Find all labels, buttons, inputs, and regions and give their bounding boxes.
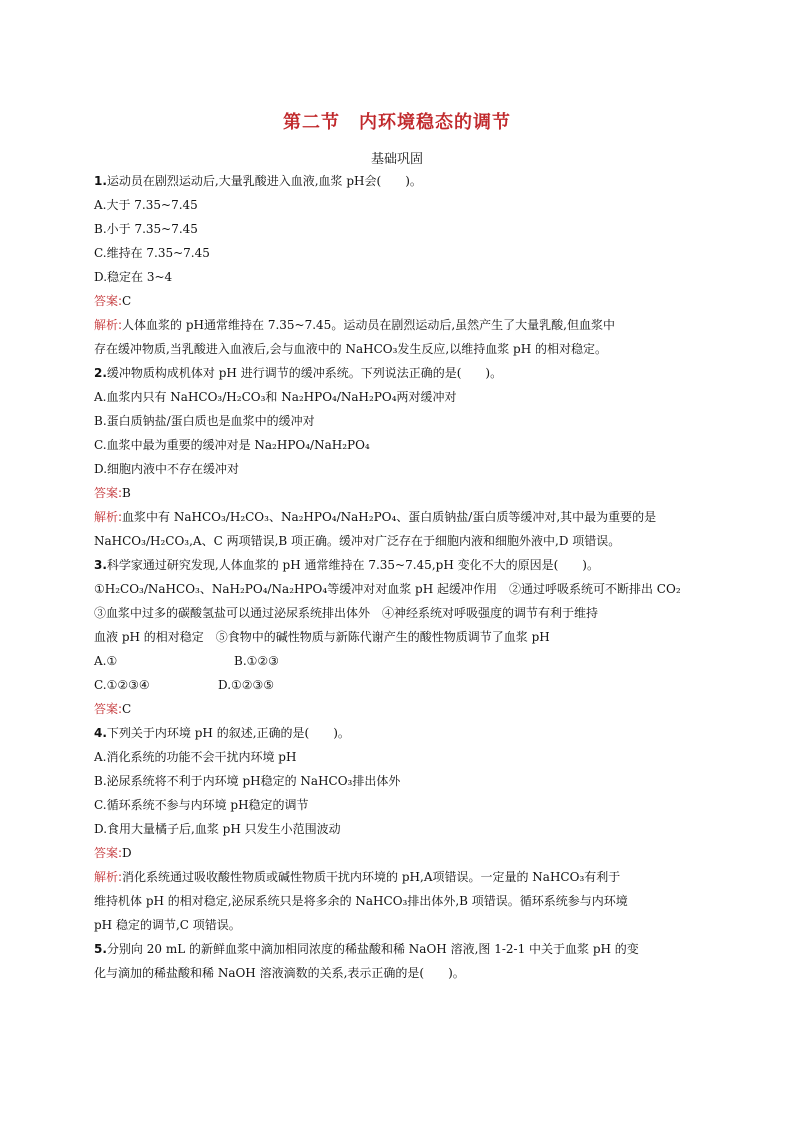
question-3-stem: 3.科学家通过研究发现,人体血浆的 pH 通常维持在 7.35~7.45,pH 变化不大的原因是( )。 xyxy=(94,558,599,572)
question-4-stem: 4.下列关于内环境 pH 的叙述,正确的是( )。 xyxy=(94,726,350,740)
q3-item-line: ①H₂CO₃/NaHCO₃、NaH₂PO₄/Na₂HPO₄等缓冲对对血浆 pH 起缓冲作用 ②通过呼吸系统可不断排出 CO₂ xyxy=(94,582,681,596)
page-title: 第二节 内环境稳态的调节 xyxy=(283,112,511,133)
q3-option-a: A.① xyxy=(94,654,118,668)
q2-option-a: A.血浆内只有 NaHCO₃/H₂CO₃和 Na₂HPO₄/NaH₂PO₄两对缓冲对 xyxy=(94,390,457,404)
q4-analysis-line: 解析:消化系统通过吸收酸性物质或碱性物质干扰内环境的 pH,A项错误。一定量的 NaHCO₃有利于 xyxy=(94,870,621,884)
q3-answer: 答案:C xyxy=(94,702,132,716)
q3-option-b: B.①②③ xyxy=(234,654,279,668)
q4-option-b: B.泌尿系统将不利于内环境 pH稳定的 NaHCO₃排出体外 xyxy=(94,774,401,788)
q2-analysis-line: 解析:血浆中有 NaHCO₃/H₂CO₃、Na₂HPO₄/NaH₂PO₄、蛋白质钠盐/蛋白质等缓冲对,其中最为重要的是 xyxy=(94,510,657,524)
answer-label: 答案: xyxy=(94,294,123,308)
analysis-label: 解析: xyxy=(94,870,123,884)
question-1-stem: 1.运动员在剧烈运动后,大量乳酸进入血液,血浆 pH会( )。 xyxy=(94,174,422,188)
q5-stem-line: 化与滴加的稀盐酸和稀 NaOH 溶液滴数的关系,表示正确的是( )。 xyxy=(94,966,465,980)
q4-answer: 答案:D xyxy=(94,846,132,860)
q1-option-b: B.小于 7.35~7.45 xyxy=(94,222,198,236)
q3-item-line: ③血浆中过多的碳酸氢盐可以通过泌尿系统排出体外 ④神经系统对呼吸强度的调节有利于维持 xyxy=(94,606,599,620)
q3-option-c: C.①②③④ xyxy=(94,678,150,692)
question-5-stem: 5.分别向 20 mL 的新鲜血浆中滴加相同浓度的稀盐酸和稀 NaOH 溶液,图 1-2-1 中关于血浆 pH 的变 xyxy=(94,942,639,956)
question-number: 1. xyxy=(94,174,107,188)
q2-answer: 答案:B xyxy=(94,486,131,500)
section-title: 基础巩固 xyxy=(370,152,423,167)
analysis-label: 解析: xyxy=(94,318,123,332)
answer-label: 答案: xyxy=(94,486,123,500)
answer-label: 答案: xyxy=(94,702,123,716)
question-number: 4. xyxy=(94,726,107,740)
q3-option-d: D.①②③⑤ xyxy=(218,678,275,692)
q4-option-c: C.循环系统不参与内环境 pH稳定的调节 xyxy=(94,798,309,812)
question-number: 2. xyxy=(94,366,107,380)
q4-option-d: D.食用大量橘子后,血浆 pH 只发生小范围波动 xyxy=(94,822,341,836)
q1-option-d: D.稳定在 3~4 xyxy=(94,270,173,284)
question-number: 3. xyxy=(94,558,107,572)
q2-analysis-line: NaHCO₃/H₂CO₃,A、C 两项错误,B 项正确。缓冲对广泛存在于细胞内液和细胞外液中,D 项错误。 xyxy=(94,534,621,548)
q4-analysis-line: 维持机体 pH 的相对稳定,泌尿系统只是将多余的 NaHCO₃排出体外,B 项错误。循环系统参与内环境 xyxy=(94,894,628,908)
q4-option-a: A.消化系统的功能不会干扰内环境 pH xyxy=(94,750,297,764)
q2-option-b: B.蛋白质钠盐/蛋白质也是血浆中的缓冲对 xyxy=(94,414,315,428)
analysis-label: 解析: xyxy=(94,510,123,524)
q1-analysis-line: 解析:人体血浆的 pH通常维持在 7.35~7.45。运动员在剧烈运动后,虽然产生了大量乳酸,但血浆中 xyxy=(94,318,615,332)
q2-option-d: D.细胞内液中不存在缓冲对 xyxy=(94,462,240,476)
q4-analysis-line: pH 稳定的调节,C 项错误。 xyxy=(94,918,241,932)
question-2-stem: 2.缓冲物质构成机体对 pH 进行调节的缓冲系统。下列说法正确的是( )。 xyxy=(94,366,503,380)
answer-label: 答案: xyxy=(94,846,123,860)
q1-analysis-line: 存在缓冲物质,当乳酸进入血液后,会与血液中的 NaHCO₃发生反应,以维持血浆 pH 的相对稳定。 xyxy=(94,342,607,356)
q1-option-c: C.维持在 7.35~7.45 xyxy=(94,246,210,260)
q1-answer: 答案:C xyxy=(94,294,132,308)
q2-option-c: C.血浆中最为重要的缓冲对是 Na₂HPO₄/NaH₂PO₄ xyxy=(94,438,370,452)
question-number: 5. xyxy=(94,942,107,956)
q3-item-line: 血液 pH 的相对稳定 ⑤食物中的碱性物质与新陈代谢产生的酸性物质调节了血浆 pH xyxy=(94,630,550,644)
q1-option-a: A.大于 7.35~7.45 xyxy=(94,198,198,212)
